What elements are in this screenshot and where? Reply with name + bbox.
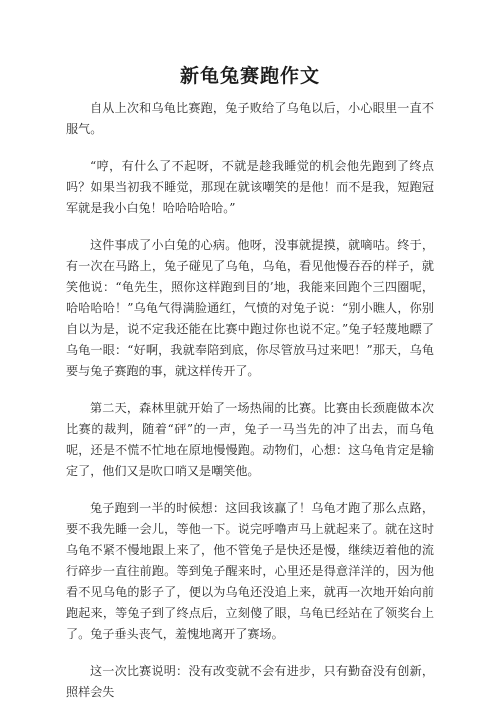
paragraph-3: 这件事成了小白兔的心病。他呀，没事就提摸，就嘀咕。终于，有一次在马路上，兔子碰见了乌龟，乌龟，看见他慢吞吞的样子，就笑他说：“龟先生，照你这样跑到目的’地，我能来回跑个三四圈呢，哈哈哈哈！”乌龟气得满脸通红，气愤的对兔子说：“别小瞧人，你别自以为是，说不定我还能在比赛中跑过你也说不定。”兔子轻蔑地瞟了乌龟一眼：“好啊，我就奉陪到底，你尽管放马过来吧！”那天，乌龟要与兔子赛跑的事，就这样传开了。 <box>66 238 434 378</box>
paragraph-2: “哼，有什么了不起呀，不就是趁我睡觉的机会他先跑到了终点吗？如果当初我不睡觉，那现在就该嘲笑的是他！而不是我，短跑冠军就是我小白兔！哈哈哈哈哈。” <box>66 159 434 215</box>
document-title: 新龟兔赛跑作文 <box>179 65 320 87</box>
paragraph-5: 兔子跑到一半的时候想：这回我该赢了！乌龟才跑了那么点路，要不我先睡一会儿，等他一下。说完呼噜声马上就起来了。就在这时乌龟不紧不慢地跟上来了，他不管兔子是快还是慢，继续迈着他的流行碎步一直往前跑。等到兔子醒来时，心里还是得意洋洋的，因为他看不见乌龟的影子了，便以为乌龟还没追上来，就再一次地开始向前跑起来，等兔子到了终点后，立刻傻了眼，乌龟已经站在了领奖台上了。兔子垂头丧气，羞愧地离开了赛场。 <box>66 501 434 641</box>
paragraph-1: 自从上次和乌龟比赛跑，兔子败给了乌龟以后，小心眼里一直不服气。 <box>66 101 434 136</box>
paragraph-6: 这一次比赛说明：没有改变就不会有进步，只有勤奋没有创新，照样会失 <box>66 664 434 699</box>
document-body <box>66 98 434 719</box>
paragraph-4: 第二天，森林里就开始了一场热闹的比赛。比赛由长颈鹿做本次比赛的裁判，随着“砰”的一声，兔子一马当先的冲了出去，而乌龟呢，还是不慌不忙地在原地慢慢跑。动物们，心想：这乌龟肯定是输定了，他们又是吹口哨又是嘲笑他。 <box>66 401 434 478</box>
